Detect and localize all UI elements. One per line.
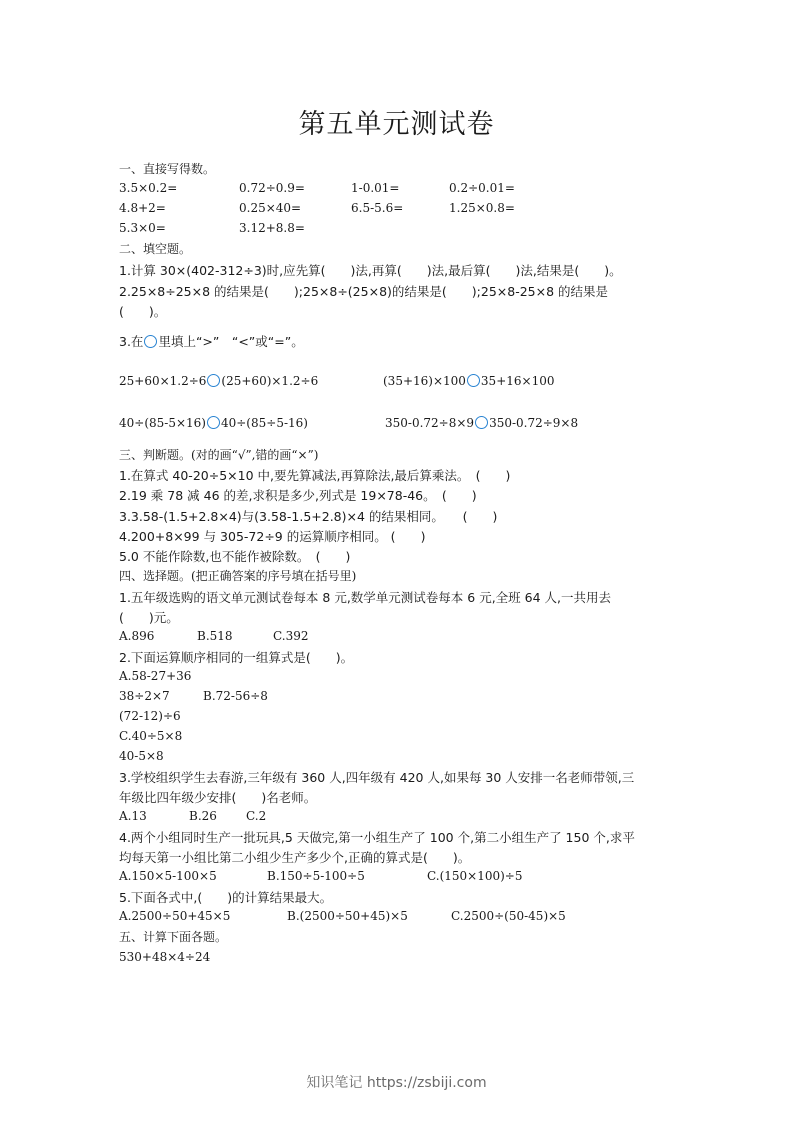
s4-question-2: 2.下面运算顺序相同的一组算式是( )。 [119,650,354,665]
s1-item: 3.12+8.8= [239,221,305,235]
s1-item: 0.72÷0.9= [239,181,305,195]
s4-question-5: 5.下面各式中,( )的计算结果最大。 [119,890,333,905]
s4-question-1-line-1: 1.五年级选购的语文单元测试卷每本 8 元,数学单元测试卷每本 6 元,全班 64 人,一共用去 [119,590,611,605]
s2-question-2-line-2: ( )。 [119,304,167,319]
section-5-heading: 五、计算下面各题。 [119,930,228,944]
s1-item: 6.5-5.6= [351,201,404,215]
s4-q3-option-b: B.26 [189,809,217,823]
page-title: 第五单元测试卷 [298,109,495,140]
s1-item: 0.2÷0.01= [449,181,515,195]
s4-question-4-line-2: 均每天第一小组比第二小组少生产多少个,正确的算式是( )。 [119,850,471,865]
s4-q5-option-b: B.(2500÷50+45)×5 [287,909,408,923]
section-4-heading: 四、选择题。(把正确答案的序号填在括号里) [119,569,357,583]
s3-item-5: 5.0 不能作除数,也不能作被除数。 ( ) [119,549,351,564]
s4-q4-option-c: C.(150×100)÷5 [427,869,523,883]
comparison-left: 350-0.72÷8×9 [385,416,475,430]
s4-q2-line: 40-5×8 [119,749,164,763]
s3-item-2: 2.19 乘 78 减 46 的差,求积是多少,列式是 19×78-46。 ( ) [119,488,477,503]
blank-circle-icon[interactable] [144,335,157,348]
s4-question-4-line-1: 4.两个小组同时生产一批玩具,5 天做完,第一小组生产了 100 个,第二小组生产了 150 个,求平 [119,830,635,845]
s1-item: 1.25×0.8= [449,201,515,215]
comparison-right: (25+60)×1.2÷6 [221,374,319,388]
s1-item: 3.5×0.2= [119,181,178,195]
s2-question-2-line-1: 2.25×8÷25×8 的结果是( );25×8÷(25×8)的结果是( );25×8-25×8 的结果是 [119,284,609,299]
compare-circle-icon[interactable] [207,416,220,429]
footer-watermark: 知识笔记 https://zsbiji.com [306,1075,487,1091]
s1-item: 0.25×40= [239,201,302,215]
s3-item-1: 1.在算式 40-20÷5×10 中,要先算减法,再算除法,最后算乘法。 ( ) [119,468,511,483]
s4-q3-option-a: A.13 [119,809,147,823]
s4-q2-line: 38÷2×7 [119,689,170,703]
comparison-left: 25+60×1.2÷6 [119,374,207,388]
s1-item: 5.3×0= [119,221,166,235]
s2-question-3 [119,333,304,350]
s4-q1-option-a: A.896 [119,629,155,643]
s1-item: 1-0.01= [351,181,400,195]
s2-question-1: 1.计算 30×(402-312÷3)时,应先算( )法,再算( )法,最后算( )法,结果是( )。 [119,263,622,278]
comparison-left: (35+16)×100 [383,374,466,388]
s4-question-1-line-2: ( )元。 [119,610,179,625]
s4-q1-option-b: B.518 [197,629,233,643]
s4-q5-option-c: C.2500÷(50-45)×5 [451,909,566,923]
section-2-heading: 二、填空题。 [119,242,192,256]
s2-q3-suffix: 里填上“>” “<”或“=”。 [158,334,304,349]
comparison-4 [385,416,578,430]
comparison-right: 40÷(85÷5-16) [220,416,308,430]
comparison-1 [119,374,318,388]
s3-item-4: 4.200+8×99 与 305-72÷9 的运算顺序相同。 ( ) [119,529,426,544]
s4-q4-option-b: B.150÷5-100÷5 [267,869,365,883]
compare-circle-icon[interactable] [467,374,480,387]
s4-q1-option-c: C.392 [273,629,309,643]
s4-q2-line: B.72-56÷8 [203,689,268,703]
section-3-heading: 三、判断题。(对的画“√”,错的画“×”) [119,448,319,462]
comparison-left: 40÷(85-5×16) [119,416,206,430]
s4-q3-option-c: C.2 [246,809,267,823]
comparison-2 [383,374,554,388]
s4-question-3-line-1: 3.学校组织学生去春游,三年级有 360 人,四年级有 420 人,如果每 30 人安排一名老师带领,三 [119,770,635,785]
section-1-heading: 一、直接写得数。 [119,162,216,176]
comparison-3 [119,416,308,430]
s4-q2-line: C.40÷5×8 [119,729,183,743]
s1-item: 4.8+2= [119,201,166,215]
s4-q5-option-a: A.2500÷50+45×5 [119,909,231,923]
s3-item-3: 3.3.58-(1.5+2.8×4)与(3.58-1.5+2.8)×4 的结果相同。 ( ) [119,509,498,524]
compare-circle-icon[interactable] [207,374,220,387]
s4-q2-line: A.58-27+36 [119,669,192,683]
s2-q3-prefix: 3.在 [119,334,144,349]
comparison-right: 35+16×100 [480,374,555,388]
s4-q2-line: (72-12)÷6 [119,709,181,723]
s4-question-3-line-2: 年级比四年级少安排( )名老师。 [119,790,317,805]
compare-circle-icon[interactable] [475,416,488,429]
s5-question-1: 530+48×4÷24 [119,950,211,964]
comparison-right: 350-0.72÷9×8 [489,416,579,430]
s4-q4-option-a: A.150×5-100×5 [119,869,217,883]
